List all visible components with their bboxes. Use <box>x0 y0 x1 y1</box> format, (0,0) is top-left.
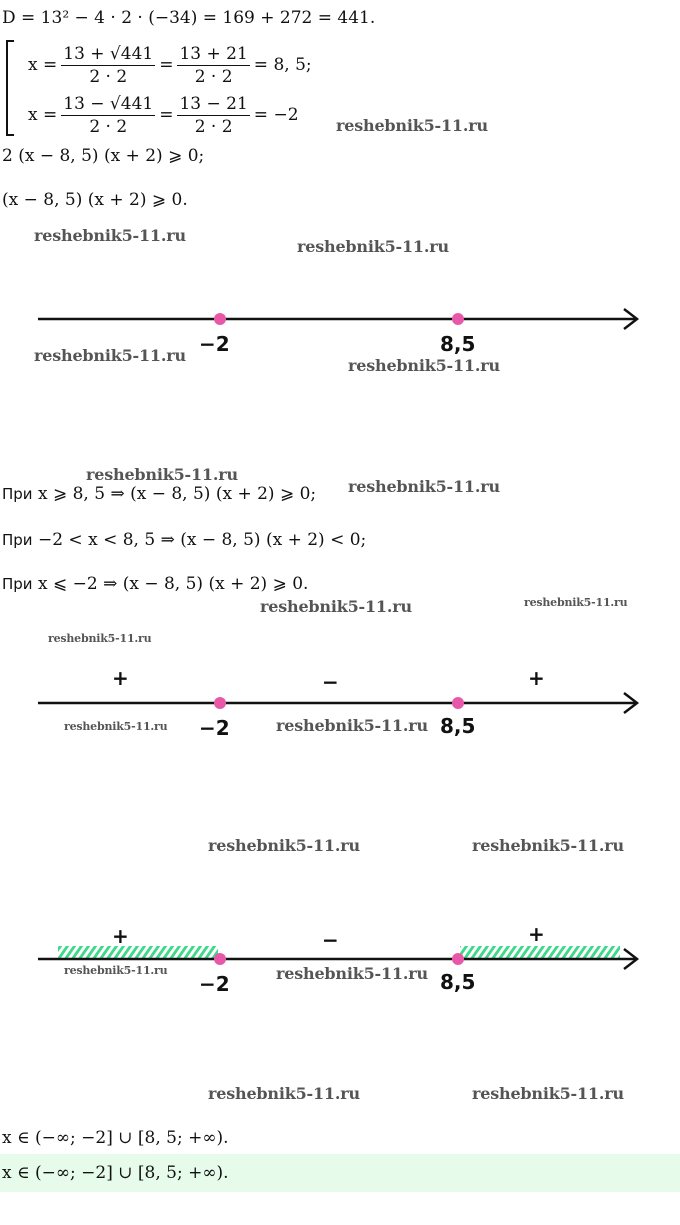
case-1 <box>2 484 316 504</box>
case-3 <box>2 574 308 594</box>
watermark: reshebnik5-11.ru <box>260 597 412 616</box>
watermark: reshebnik5-11.ru <box>208 1084 360 1103</box>
root1-line <box>28 42 312 88</box>
root1-num1: 13 + √441 <box>63 43 154 64</box>
watermark: reshebnik5-11.ru <box>348 356 500 375</box>
sign-right: + <box>528 922 545 946</box>
root2-result: = −2 <box>253 105 299 125</box>
case-3-math: x ⩽ −2 ⇒ (x − 8, 5) (x + 2) ⩾ 0. <box>37 574 309 594</box>
watermark: reshebnik5-11.ru <box>86 465 238 484</box>
root2-num1: 13 − √441 <box>63 93 154 114</box>
watermark: reshebnik5-11.ru <box>348 477 500 496</box>
watermark: reshebnik5-11.ru <box>34 226 186 245</box>
label-8-5: 8,5 <box>440 970 476 994</box>
case-2 <box>2 530 366 550</box>
watermark: reshebnik5-11.ru <box>64 720 168 733</box>
root1-frac2 <box>177 44 249 87</box>
sign-left: + <box>112 666 129 690</box>
sign-middle: − <box>322 670 339 694</box>
watermark: reshebnik5-11.ru <box>472 1084 624 1103</box>
system-brace <box>6 40 14 136</box>
point-minus-2 <box>214 697 226 709</box>
case-1-prefix: При <box>2 485 33 503</box>
point-8-5 <box>452 953 464 965</box>
sign-left: + <box>112 924 129 948</box>
root2-line <box>28 92 299 138</box>
answer-highlight: x ∈ (−∞; −2] ∪ [8, 5; +∞). <box>2 1163 229 1183</box>
root1-eq: = <box>159 55 174 75</box>
watermark: reshebnik5-11.ru <box>34 346 186 365</box>
root1-den2: 2 · 2 <box>194 66 233 87</box>
root2-eq: = <box>159 105 174 125</box>
sign-middle: − <box>322 928 339 952</box>
root2-den2: 2 · 2 <box>194 116 233 137</box>
sign-right: + <box>528 666 545 690</box>
root2-den1: 2 · 2 <box>89 116 128 137</box>
label-8-5: 8,5 <box>440 714 476 738</box>
watermark: reshebnik5-11.ru <box>472 836 624 855</box>
root2-num2: 13 − 21 <box>179 93 248 114</box>
root1-result: = 8, 5; <box>253 55 312 75</box>
factored-inequality-2: (x − 8, 5) (x + 2) ⩾ 0. <box>2 190 188 210</box>
case-2-math: −2 < x < 8, 5 ⇒ (x − 8, 5) (x + 2) < 0; <box>37 530 367 550</box>
watermark: reshebnik5-11.ru <box>64 964 168 977</box>
answer-plain: x ∈ (−∞; −2] ∪ [8, 5; +∞). <box>2 1128 229 1148</box>
watermark: reshebnik5-11.ru <box>297 237 449 256</box>
hatch-right <box>460 946 620 958</box>
root1-num2: 13 + 21 <box>179 43 248 64</box>
label-8-5: 8,5 <box>440 332 476 356</box>
label-minus-2: −2 <box>199 972 230 996</box>
root2-frac1 <box>61 94 155 137</box>
watermark: reshebnik5-11.ru <box>336 116 488 135</box>
watermark: reshebnik5-11.ru <box>48 632 152 645</box>
discriminant-line: D = 13² − 4 · 2 · (−34) = 169 + 272 = 441. <box>2 8 376 28</box>
case-2-prefix: При <box>2 531 33 549</box>
point-8-5 <box>452 697 464 709</box>
factored-inequality-1: 2 (x − 8, 5) (x + 2) ⩾ 0; <box>2 146 205 166</box>
point-minus-2 <box>214 313 226 325</box>
label-minus-2: −2 <box>199 332 230 356</box>
watermark: reshebnik5-11.ru <box>208 836 360 855</box>
watermark: reshebnik5-11.ru <box>524 596 628 609</box>
root2-lhs: x = <box>28 105 58 125</box>
point-minus-2 <box>214 953 226 965</box>
watermark: reshebnik5-11.ru <box>276 964 428 983</box>
point-8-5 <box>452 313 464 325</box>
root2-frac2 <box>177 94 249 137</box>
watermark: reshebnik5-11.ru <box>276 716 428 735</box>
root1-den1: 2 · 2 <box>89 66 128 87</box>
label-minus-2: −2 <box>199 716 230 740</box>
case-3-prefix: При <box>2 575 33 593</box>
case-1-math: x ⩾ 8, 5 ⇒ (x − 8, 5) (x + 2) ⩾ 0; <box>37 484 317 504</box>
root1-frac1 <box>61 44 155 87</box>
hatch-left <box>58 946 218 958</box>
root1-lhs: x = <box>28 55 58 75</box>
